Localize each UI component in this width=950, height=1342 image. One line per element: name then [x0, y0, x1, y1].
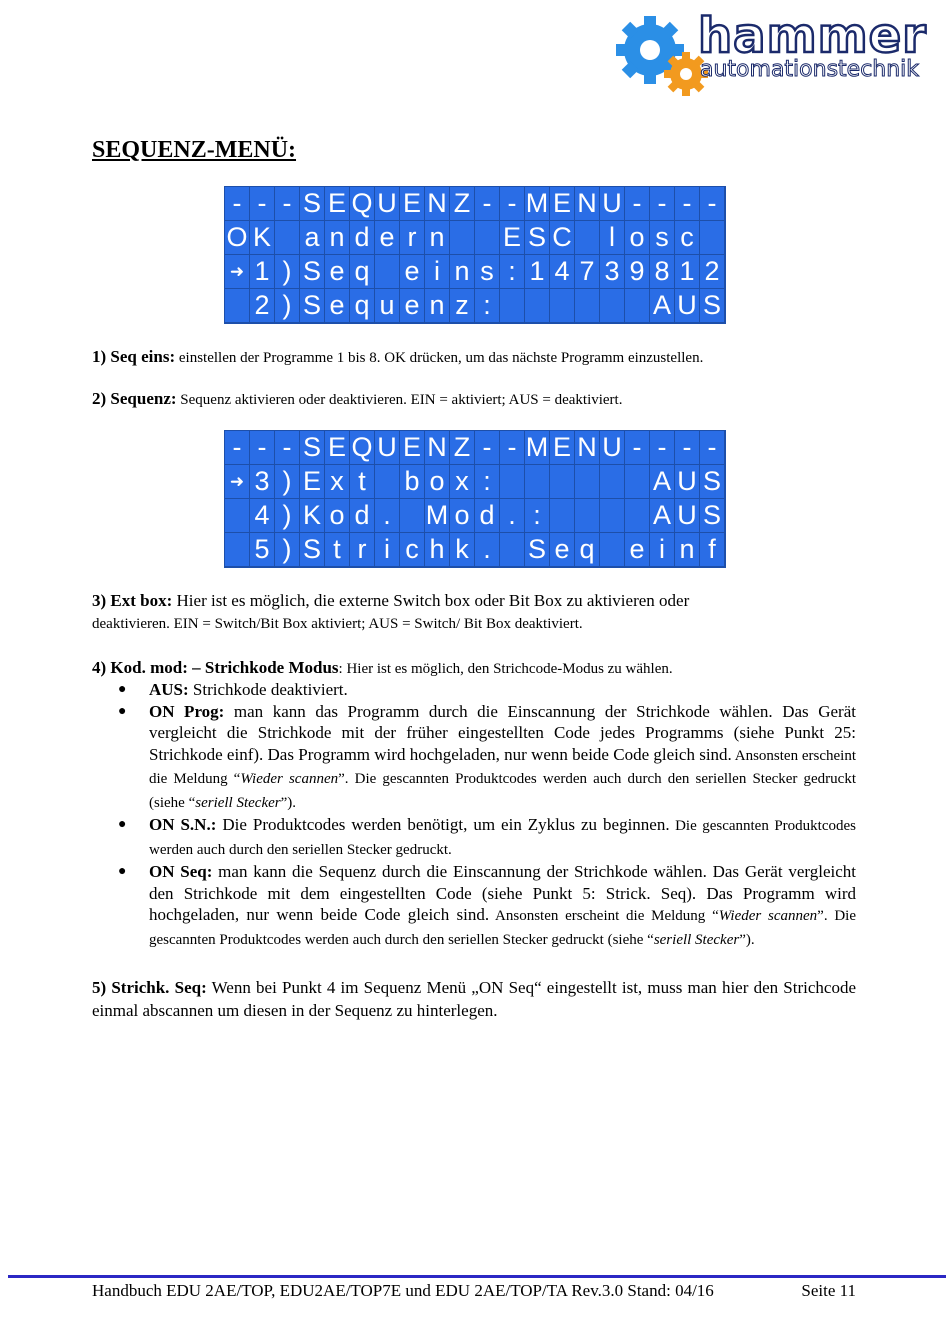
lcd-cell: r [350, 533, 375, 567]
lcd-cell: - [675, 431, 700, 465]
lcd-cell: k [450, 533, 475, 567]
lcd-display-2 [224, 430, 726, 568]
lcd-cell: ) [275, 255, 300, 289]
lcd-cell: U [675, 289, 700, 323]
lcd-cell: N [425, 431, 450, 465]
lcd-cell: M [525, 431, 550, 465]
kod-mod-label: 4) Kod. mod: – Strichkode Modus [92, 658, 339, 677]
lcd-cell: E [400, 431, 425, 465]
bullet-icon: ● [118, 682, 127, 697]
lcd-cell: ) [275, 533, 300, 567]
lcd-cell: U [675, 499, 700, 533]
lcd-cell: : [475, 289, 500, 323]
list-item [92, 701, 856, 815]
lcd-cell [225, 289, 250, 323]
lcd-cell: h [425, 533, 450, 567]
strichk-seq-label: 5) Strichk. Seq: [92, 978, 207, 997]
lcd-cell: . [375, 499, 400, 533]
lcd-cell: A [650, 499, 675, 533]
lcd-cell: o [625, 221, 650, 255]
lcd-cell: - [625, 187, 650, 221]
lcd-cell: o [450, 499, 475, 533]
lcd-cell: - [225, 431, 250, 465]
lcd-display-1 [224, 186, 726, 324]
lcd-cell: - [700, 187, 725, 221]
footer-divider [8, 1275, 946, 1278]
footer-page-number: Seite 11 [801, 1281, 856, 1300]
lcd-cell: - [250, 431, 275, 465]
lcd-cell: C [550, 221, 575, 255]
lcd-cell: N [425, 187, 450, 221]
lcd-cell: A [650, 465, 675, 499]
lcd-cell: - [225, 187, 250, 221]
bullet-icon: ● [118, 864, 127, 879]
lcd-cell: 3 [600, 255, 625, 289]
lcd-cell: 9 [625, 255, 650, 289]
lcd-cell: N [575, 187, 600, 221]
lcd-cell: 2 [700, 255, 725, 289]
lcd-cell: d [475, 499, 500, 533]
lcd-cell: r [400, 221, 425, 255]
lcd-cell [575, 289, 600, 323]
lcd-cell: 4 [250, 499, 275, 533]
lcd-cell: x [325, 465, 350, 499]
lcd-cell [450, 221, 475, 255]
lcd-cell: : [475, 465, 500, 499]
option-note: Die gescannten Produktcodes werden auch durch den seriellen Stecker gedruckt. [149, 818, 856, 858]
lcd-cell: i [375, 533, 400, 567]
lcd-cell: Z [450, 187, 475, 221]
lcd-cell: E [550, 431, 575, 465]
lcd-cell [225, 533, 250, 567]
seq-eins-label: 1) Seq eins: [92, 347, 176, 366]
lcd-cell: S [525, 221, 550, 255]
lcd-cell: s [475, 255, 500, 289]
cursor-arrow-icon: ➜ [225, 465, 250, 499]
lcd-cell [600, 289, 625, 323]
option-label: ON Seq: [149, 862, 213, 881]
lcd-cell: - [625, 431, 650, 465]
ext-box-text-b: deaktivieren. EIN = Switch/Bit Box aktiviert; AUS = Switch/ Bit Box deaktiviert. [92, 616, 583, 632]
lcd-cell [375, 465, 400, 499]
lcd-cell: A [650, 289, 675, 323]
lcd-cell: . [475, 533, 500, 567]
lcd-cell: M [525, 187, 550, 221]
option-text: Strichkode deaktiviert. [188, 680, 348, 699]
lcd-cell: n [675, 533, 700, 567]
lcd-cell: E [550, 187, 575, 221]
lcd-cell: K [250, 221, 275, 255]
lcd-cell [375, 255, 400, 289]
kod-mod-text: : Hier ist es möglich, den Strichcode-Modus zu wählen. [338, 661, 673, 677]
lcd-cell: - [275, 431, 300, 465]
lcd-cell: 8 [650, 255, 675, 289]
lcd-cell [600, 533, 625, 567]
lcd-cell: c [675, 221, 700, 255]
option-note-c: ”). [739, 931, 755, 948]
option-note-b: ”. Die gescannten Produktcodes werden auch durch den seriellen Stecker gedruckt (siehe “ [149, 908, 857, 948]
option-text: Die Produktcodes werden benötigt, um ein Zyklus zu beginnen. [216, 815, 670, 834]
lcd-cell: U [375, 431, 400, 465]
lcd-cell: S [300, 533, 325, 567]
lcd-cell [625, 465, 650, 499]
lcd-cell: S [300, 187, 325, 221]
lcd-cell: S [300, 289, 325, 323]
lcd-cell: u [375, 289, 400, 323]
lcd-cell [575, 221, 600, 255]
section-ext-box [92, 590, 856, 635]
lcd-cell [475, 221, 500, 255]
lcd-cell: Q [350, 431, 375, 465]
section-kod-mod [92, 657, 856, 680]
option-label: ON S.N.: [149, 815, 217, 834]
option-label: AUS: [149, 680, 189, 699]
lcd-cell: - [475, 431, 500, 465]
section-seq-eins [92, 346, 856, 369]
lcd-cell [550, 289, 575, 323]
option-note-italic: Wieder scannen [718, 908, 818, 924]
option-note-a: Ansonsten erscheint die Meldung “ [149, 747, 856, 787]
lcd-cell: S [300, 431, 325, 465]
lcd-cell: O [225, 221, 250, 255]
lcd-cell: U [375, 187, 400, 221]
lcd-cell: t [350, 465, 375, 499]
lcd-cell: q [575, 533, 600, 567]
lcd-cell: - [650, 187, 675, 221]
lcd-cell: S [700, 289, 725, 323]
lcd-cell [700, 221, 725, 255]
lcd-cell: S [300, 255, 325, 289]
option-text: man kann die Sequenz durch die Einscannung der Strichkode wählen. Das Gerät vergleicht den Strichkode mit dem eingestellten Code (siehe Punkt 5: Strick. Seq). Das Programm wird hochgeladen, nur wenn beide Code gleich sind. [149, 862, 857, 924]
lcd-cell: q [350, 289, 375, 323]
lcd-cell: q [350, 255, 375, 289]
lcd-cell: i [650, 533, 675, 567]
bullet-icon: ● [118, 817, 127, 832]
lcd-cell: 1 [525, 255, 550, 289]
lcd-cell: Q [350, 187, 375, 221]
lcd-cell: - [275, 187, 300, 221]
lcd-cell: z [450, 289, 475, 323]
lcd-cell: x [450, 465, 475, 499]
lcd-cell [550, 465, 575, 499]
lcd-cell: K [300, 499, 325, 533]
footer-manual-title: Handbuch EDU 2AE/TOP, EDU2AE/TOP7E und EDU 2AE/TOP/TA Rev.3.0 Stand: 04/16 [92, 1281, 714, 1300]
lcd-cell: e [325, 289, 350, 323]
lcd-cell: n [425, 289, 450, 323]
option-note-italic-2: seriell Stecker [653, 931, 740, 948]
lcd-cell: U [600, 187, 625, 221]
lcd-cell: f [700, 533, 725, 567]
brand-subtitle: automationstechnik [700, 57, 920, 82]
lcd-cell: : [500, 255, 525, 289]
option-note-a: Ansonsten erscheint die Meldung “ [489, 908, 719, 924]
lcd-cell [525, 465, 550, 499]
lcd-cell [400, 499, 425, 533]
lcd-cell: i [425, 255, 450, 289]
lcd-cell: E [325, 431, 350, 465]
lcd-cell: o [425, 465, 450, 499]
lcd-cell [625, 289, 650, 323]
lcd-cell [500, 533, 525, 567]
lcd-cell: . [500, 499, 525, 533]
lcd-cell: ) [275, 499, 300, 533]
lcd-cell: Z [450, 431, 475, 465]
lcd-cell: n [450, 255, 475, 289]
lcd-cell [275, 221, 300, 255]
lcd-cell: n [325, 221, 350, 255]
lcd-cell [500, 289, 525, 323]
lcd-cell: 1 [250, 255, 275, 289]
lcd-cell: a [300, 221, 325, 255]
option-text: man kann das Programm durch die Einscannung der Strichkode wählen. Das Gerät vergleicht die Strichkode mit der früher eingestellten Code jedes Programms (siehe Punkt 25: Strichkode einf). Das Programm wird hochgeladen, nur wenn beide Code gleich sind. [149, 701, 856, 764]
lcd-cell: - [700, 431, 725, 465]
lcd-cell: S [525, 533, 550, 567]
page-title: SEQUENZ-MENÜ: [92, 137, 297, 163]
lcd-cell: c [400, 533, 425, 567]
lcd-cell: 4 [550, 255, 575, 289]
strichk-seq-text: Wenn bei Punkt 4 im Sequenz Menü „ON Seq“ eingestellt ist, muss man hier den Strichcode einmal abscannen um diesen in der Sequenz zu hinterlegen. [92, 978, 856, 1020]
list-item [92, 679, 856, 701]
logo-wordmark [698, 8, 927, 82]
list-item [92, 861, 856, 951]
lcd-cell [575, 499, 600, 533]
lcd-cell: e [550, 533, 575, 567]
lcd-cell: l [600, 221, 625, 255]
lcd-cell: d [350, 221, 375, 255]
lcd-cell [225, 499, 250, 533]
lcd-cell: e [400, 255, 425, 289]
lcd-cell: M [425, 499, 450, 533]
cursor-arrow-icon: ➜ [225, 255, 250, 289]
ext-box-text-a: Hier ist es möglich, die externe Switch box oder Bit Box zu aktivieren oder [172, 591, 690, 610]
lcd-cell: 7 [575, 255, 600, 289]
option-note-c: ”). [280, 794, 297, 811]
lcd-cell [575, 465, 600, 499]
lcd-cell: E [500, 221, 525, 255]
lcd-cell: U [675, 465, 700, 499]
lcd-cell: E [325, 187, 350, 221]
lcd-cell: - [475, 187, 500, 221]
lcd-cell: n [425, 221, 450, 255]
lcd-cell: - [500, 431, 525, 465]
lcd-cell: d [350, 499, 375, 533]
company-logo [612, 8, 927, 102]
section-sequenz [92, 388, 856, 411]
lcd-cell: t [325, 533, 350, 567]
lcd-cell: : [525, 499, 550, 533]
ext-box-label: 3) Ext box: [92, 591, 173, 610]
lcd-cell: 1 [675, 255, 700, 289]
lcd-cell: N [575, 431, 600, 465]
lcd-cell: S [700, 465, 725, 499]
lcd-cell: s [650, 221, 675, 255]
kod-mod-options-list [92, 679, 856, 951]
lcd-cell [600, 465, 625, 499]
lcd-cell [625, 499, 650, 533]
lcd-cell [600, 499, 625, 533]
lcd-cell: 3 [250, 465, 275, 499]
lcd-cell: o [325, 499, 350, 533]
lcd-cell: - [500, 187, 525, 221]
lcd-cell: S [700, 499, 725, 533]
option-note-italic-2: seriell Stecker [195, 794, 281, 811]
lcd-cell: E [400, 187, 425, 221]
lcd-cell: - [675, 187, 700, 221]
lcd-cell [500, 465, 525, 499]
lcd-cell: ) [275, 465, 300, 499]
sequenz-label: 2) Sequenz: [92, 389, 177, 408]
lcd-cell [550, 499, 575, 533]
option-note-italic: Wieder scannen [240, 771, 339, 787]
option-label: ON Prog: [149, 701, 225, 721]
lcd-cell: 5 [250, 533, 275, 567]
sequenz-text: Sequenz aktivieren oder deaktivieren. EIN = aktiviert; AUS = deaktiviert. [176, 392, 623, 408]
bullet-icon: ● [118, 703, 127, 719]
lcd-cell: b [400, 465, 425, 499]
seq-eins-text: einstellen der Programme 1 bis 8. OK drücken, um das nächste Programm einzustellen. [175, 350, 704, 366]
lcd-cell: 2 [250, 289, 275, 323]
page-footer [92, 1281, 856, 1301]
lcd-cell: E [300, 465, 325, 499]
lcd-cell: e [400, 289, 425, 323]
list-item [92, 814, 856, 861]
lcd-cell: - [650, 431, 675, 465]
section-strichk-seq [92, 977, 856, 1023]
lcd-cell: e [375, 221, 400, 255]
lcd-cell: ) [275, 289, 300, 323]
brand-name: hammer [698, 8, 927, 64]
option-note-b: ”. Die gescannten Produktcodes werden auch durch den seriellen Stecker gedruckt (siehe “ [149, 771, 856, 811]
lcd-cell: e [625, 533, 650, 567]
lcd-cell: U [600, 431, 625, 465]
lcd-cell: - [250, 187, 275, 221]
lcd-cell: e [325, 255, 350, 289]
lcd-cell [525, 289, 550, 323]
